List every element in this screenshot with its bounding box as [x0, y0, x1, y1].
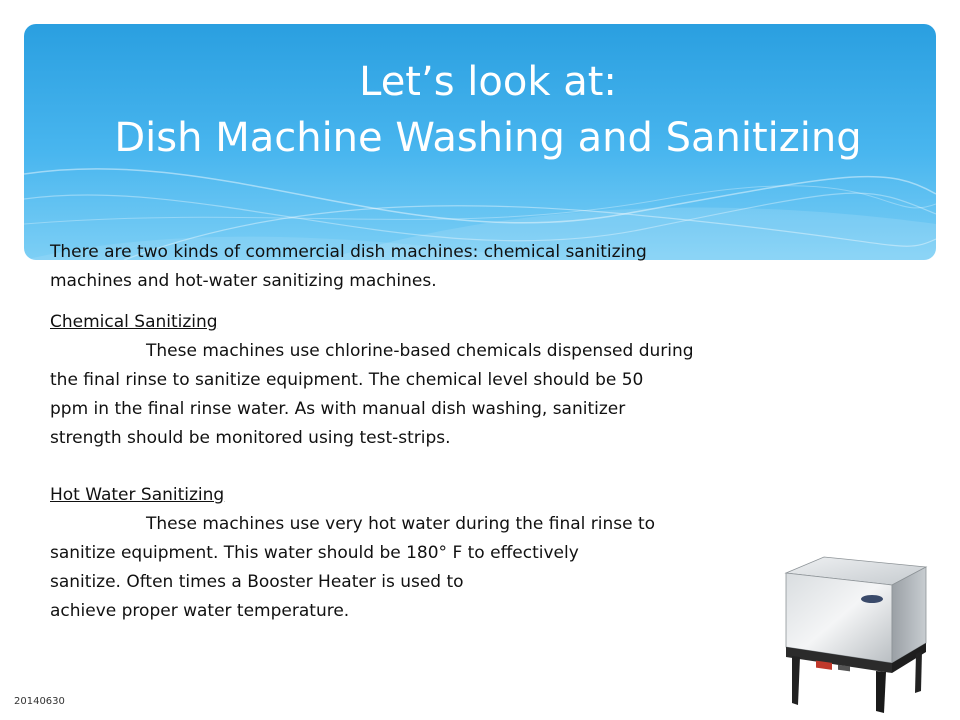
title-line-1: Let’s look at:: [359, 59, 617, 105]
chemical-line-1: These machines use chlorine-based chemicals dispensed during: [146, 341, 694, 361]
chemical-line-3: ppm in the final rinse water. As with manual dish washing, sanitizer: [50, 399, 626, 419]
hot-water-line-1: These machines use very hot water during the final rinse to: [146, 514, 656, 534]
slide-date: 20140630: [14, 696, 65, 707]
slide-body: [50, 238, 810, 626]
hot-water-line-2: sanitize equipment. This water should be 180° F to effectively: [50, 543, 579, 563]
title-line-2: Dish Machine Washing and Sanitizing: [114, 115, 862, 161]
title-banner: [24, 24, 936, 260]
slide-title: [48, 54, 928, 166]
hot-water-line-4: achieve proper water temperature.: [50, 601, 350, 621]
hot-water-sanitizing-heading: Hot Water Sanitizing: [50, 485, 225, 505]
chemical-sanitizing-heading: Chemical Sanitizing: [50, 312, 218, 332]
chemical-line-4: strength should be monitored using test-strips.: [50, 428, 451, 448]
booster-heater-image: [776, 555, 932, 715]
intro-line-2: machines and hot-water sanitizing machines.: [50, 271, 437, 291]
chemical-line-2: the final rinse to sanitize equipment. The chemical level should be 50: [50, 370, 644, 390]
hot-water-line-3: sanitize. Often times a Booster Heater is used to: [50, 572, 464, 592]
intro-line-1: There are two kinds of commercial dish machines: chemical sanitizing: [50, 242, 647, 262]
